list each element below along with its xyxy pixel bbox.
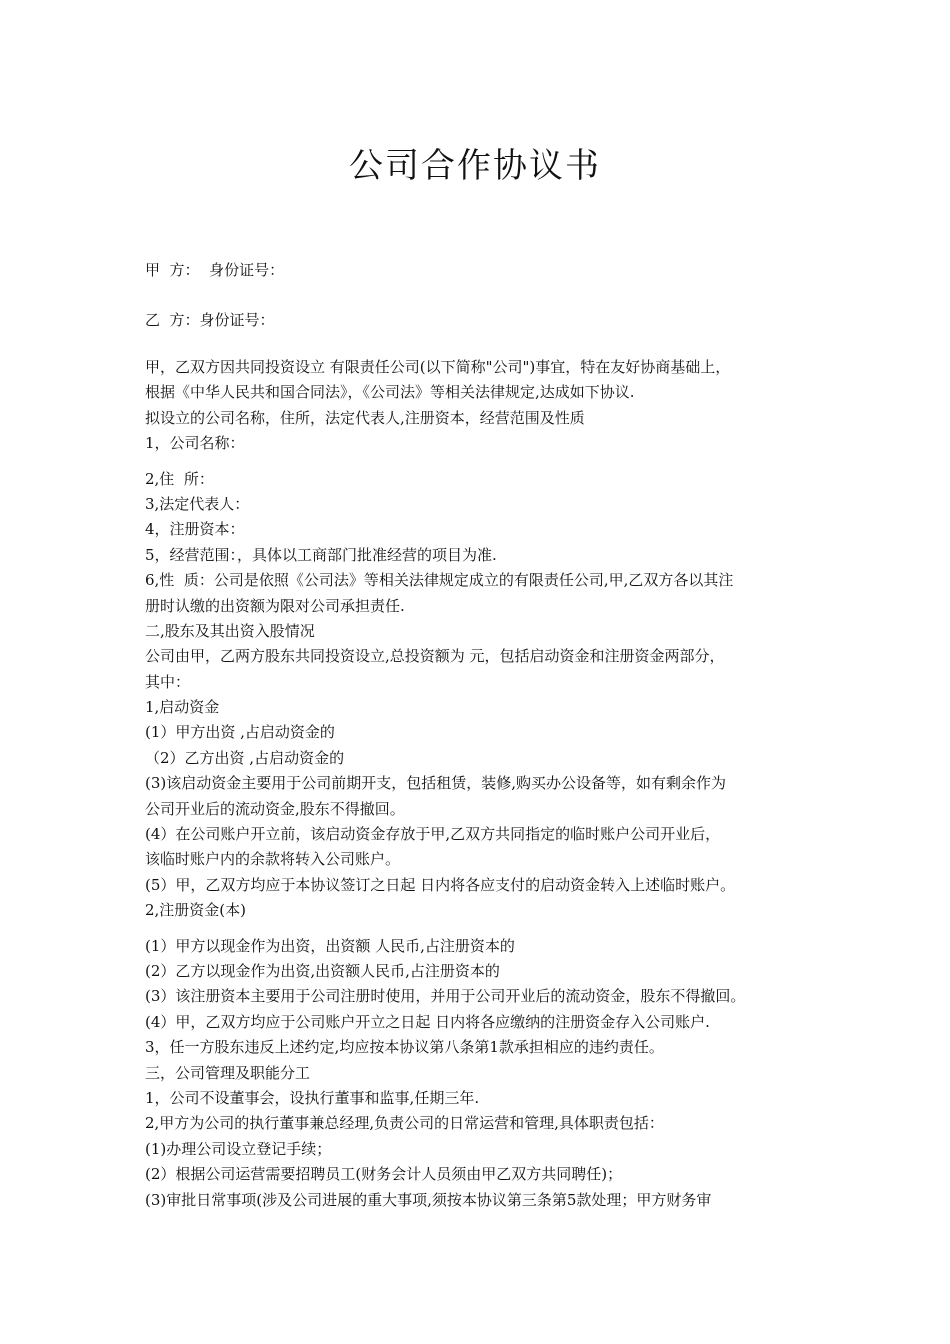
body-line: 册时认缴的出资额为限对公司承担责任.	[145, 596, 405, 615]
body-line: 1，公司不设董事会，设执行董事和监事,任期三年.	[145, 1088, 480, 1107]
body-line: (4）甲，乙双方均应于公司账户开立之日起 日内将各应缴纳的注册资金存入公司账户.	[145, 1012, 710, 1031]
body-line: 2,甲方为公司的执行董事兼总经理,负责公司的日常运营和管理,具体职责包括：	[145, 1114, 664, 1133]
section-heading: 二,股东及其出资入股情况	[145, 621, 315, 640]
body-line: (3）该注册资本主要用于公司注册时使用，并用于公司开业后的流动资金，股东不得撤回。	[145, 987, 746, 1006]
body-line: (1）甲方出资 ,占启动资金的	[145, 723, 335, 742]
agreement-body	[145, 355, 810, 1213]
body-line: 4，注册资本：	[145, 520, 245, 539]
body-line: (1)办理公司设立登记手续；	[145, 1139, 332, 1158]
body-line: 公司开业后的流动资金,股东不得撤回。	[145, 799, 405, 818]
body-line: (2）乙方以现金作为出资,出资额人民币,占注册资本的	[145, 961, 500, 980]
section-heading: 三，公司管理及职能分工	[145, 1063, 311, 1082]
body-line: 2,注册资金(本)	[145, 901, 247, 920]
body-line: 其中：	[145, 672, 191, 691]
body-line: 6,性 质：公司是依照《公司法》等相关法律规定成立的有限责任公司,甲,乙双方各以其注	[145, 571, 734, 590]
body-line: 1，公司名称：	[145, 434, 245, 453]
blank-spacer	[145, 457, 810, 467]
document-title: 公司合作协议书	[349, 146, 601, 186]
body-line: （2）乙方出资 ,占启动资金的	[145, 748, 345, 767]
party-b-line: 乙 方：身份证号：	[145, 311, 275, 329]
body-line: 根据《中华人民共和国合同法》，《公司法》等相关法律规定,达成如下协议.	[145, 383, 635, 402]
body-line: (3)审批日常事项(涉及公司进展的重大事项,须按本协议第三条第5款处理；甲方财务审	[145, 1190, 712, 1209]
body-line: (2）根据公司运营需要招聘员工(财务会计人员须由甲乙双方共同聘任)；	[145, 1165, 623, 1184]
body-line: (3)该启动资金主要用于公司前期开支，包括租赁，装修,购买办公设备等，如有剩余作为	[145, 774, 727, 793]
body-line: 该临时账户内的余款将转入公司账户。	[145, 850, 401, 869]
body-line: 3，任一方股东违反上述约定,均应按本协议第八条第1款承担相应的违约责任。	[145, 1038, 664, 1057]
body-line: 3,法定代表人：	[145, 494, 250, 513]
body-line: 公司由甲，乙两方股东共同投资设立,总投资额为 元，包括启动资金和注册资金两部分，	[145, 647, 725, 666]
body-line: 5，经营范围：，具体以工商部门批准经营的项目为准.	[145, 545, 497, 564]
body-line: 1,启动资金	[145, 698, 220, 717]
body-line: 2,住 所：	[145, 469, 214, 488]
body-line: 甲，乙双方因共同投资设立 有限责任公司(以下简称"公司")事宜，特在友好协商基础上，	[145, 358, 731, 376]
party-a-line: 甲 方： 身份证号：	[145, 261, 285, 279]
body-line: (4）在公司账户开立前，该启动资金存放于甲,乙双方共同指定的临时账户公司开业后，	[145, 825, 721, 844]
blank-spacer	[145, 924, 810, 934]
body-line: (5）甲，乙双方均应于本协议签订之日起 日内将各应支付的启动资金转入上述临时账户。	[145, 875, 736, 894]
body-line: (1）甲方以现金作为出资，出资额 人民币,占注册资本的	[145, 936, 515, 955]
body-line: 拟设立的公司名称，住所，法定代表人,注册资本，经营范围及性质	[145, 408, 585, 427]
